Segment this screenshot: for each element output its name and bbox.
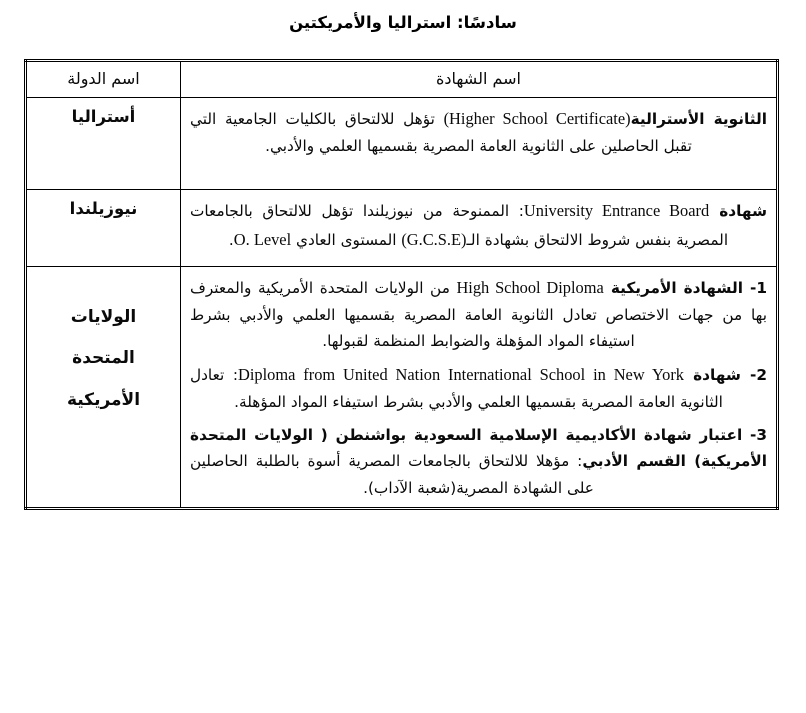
cell-country-new-zealand: [26, 190, 181, 266]
cert-segment-normal: .: [228, 230, 234, 249]
country-line: نيوزيلندا: [69, 199, 138, 219]
cert-segment-latin: Diploma from United Nation International School in New York: [238, 364, 684, 384]
cell-country-united-states: [26, 266, 181, 508]
page-title: سادسًا: استراليا والأمريكتين: [289, 13, 517, 32]
table-row: [26, 97, 778, 190]
cert-segment-normal: المستوى العادي: [291, 230, 402, 249]
certificate-paragraph-item-3: [190, 422, 767, 501]
table-header: [26, 61, 778, 98]
cell-certificate-new-zealand: [181, 190, 778, 266]
cell-certificate-australia: [181, 97, 778, 190]
cell-certificate-united-states: [181, 266, 778, 508]
cert-segment-latin: University Entrance Board: [523, 201, 710, 221]
certificates-table-container: [27, 59, 779, 510]
country-line: الولايات: [70, 306, 137, 327]
table-row: [26, 190, 778, 266]
cell-country-australia: [26, 97, 181, 190]
header-certificate-name: اسم الشهادة: [181, 61, 778, 98]
cert-segment-bold: 3- اعتبار شهادة الأكاديمية الإسلامية السعودية بواشنطن ( الولايات المتحدة الأمريكية) القسم الأدبي: [190, 426, 767, 471]
cert-segment-bold: شهادة: [709, 202, 767, 221]
cert-segment-normal: : مؤهلا للالتحاق بالجامعات المصرية أسوة بالطلبة الحاصلين على الشهادة المصرية(شعبة الآداب).: [190, 452, 594, 497]
cert-segment-latin: (G.C.S.E): [401, 229, 467, 249]
cert-segment-normal: من الولايات المتحدة الأمريكية والمعترف بها من جهات الاختصاص تعادل الثانوية العامة المصرية بقسميها العلمي والأدبي بشرط استيفاء المواد المؤهلة والضوابط المنظمة لقبولها.: [190, 278, 767, 351]
certificate-paragraph-item-1: [190, 274, 767, 355]
header-country-name: اسم الدولة: [26, 61, 181, 98]
cert-segment-latin: O. Level: [233, 229, 292, 249]
certificate-paragraph-item-2: [190, 361, 767, 416]
table-row: [26, 266, 778, 508]
table-body: [26, 97, 778, 508]
cert-segment-latin: High School Diploma: [456, 277, 604, 297]
cert-segment-normal: : الممنوحة من نيوزيلندا تؤهل للالتحاق بالجامعات المصرية بنفس شروط الالتحاق بشهادة الـ: [190, 202, 729, 249]
cert-segment-bold: الثانوية الأسترالية: [630, 109, 767, 128]
country-line: أستراليا: [71, 106, 136, 126]
country-line: المتحدة: [72, 348, 135, 369]
certificate-paragraph: [190, 105, 767, 160]
cert-segment-normal: : تعادل الثانوية العامة المصرية بقسميها العلمي والأدبي بشرط استيفاء المواد المؤهلة.: [190, 365, 723, 411]
table-header-row: [26, 61, 778, 98]
cert-segment-normal: تؤهل للالتحاق بالكليات الجامعية التي تقبل الحاصلين على الثانوية العامة المصرية بقسميها العلمي والأدبي.: [190, 109, 692, 156]
country-line: الأمريكية: [66, 390, 141, 411]
cert-segment-latin: (Higher School Certificate): [443, 108, 631, 128]
cert-segment-bold: 1- الشهادة الأمريكية: [603, 278, 767, 297]
certificates-table: [24, 59, 779, 510]
certificate-paragraph: [190, 197, 767, 253]
cert-segment-bold: 2- شهادة: [683, 365, 767, 384]
